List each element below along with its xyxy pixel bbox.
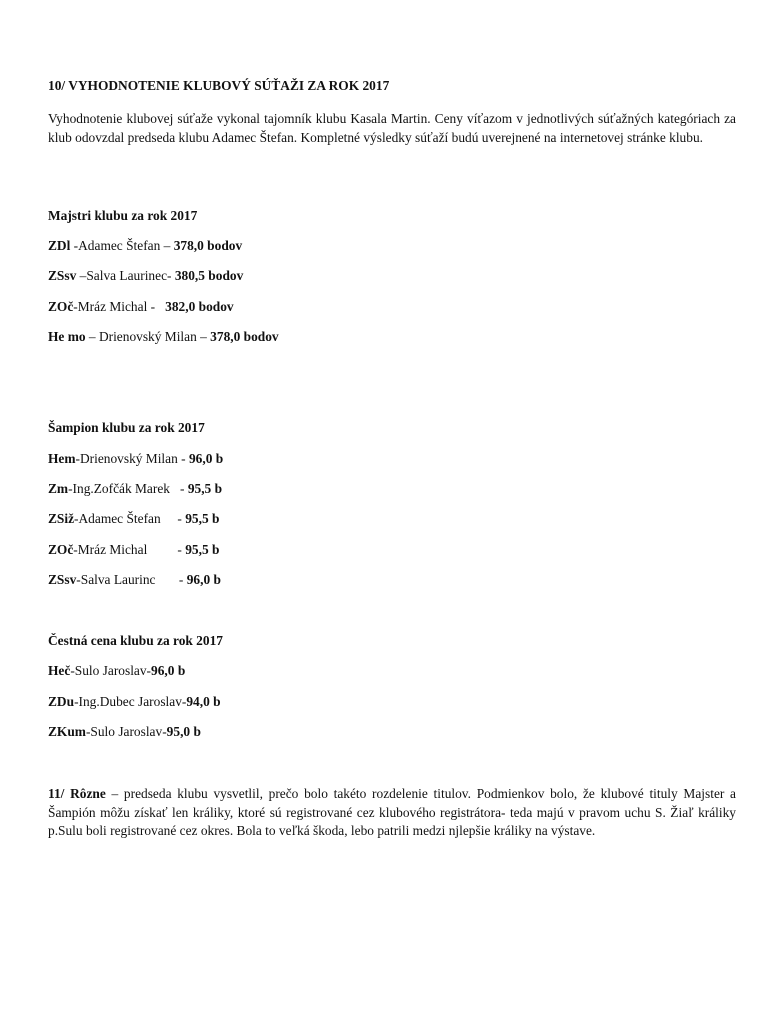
entry-name: -Mráz Michal - xyxy=(73,542,186,557)
entry-name: -Ing.Dubec Jaroslav- xyxy=(74,694,187,709)
entry-code: ZDu xyxy=(48,694,75,709)
entry-name: -Ing.Zofčák Marek - xyxy=(68,481,188,496)
honor-entry xyxy=(48,663,185,679)
masters-entry xyxy=(48,329,279,345)
entry-name: -Drienovský Milan - xyxy=(75,451,189,466)
entry-name: -Sulo Jaroslav- xyxy=(85,724,167,739)
entry-name: -Mráz Michal - xyxy=(73,299,166,314)
entry-code: ZSsv xyxy=(48,572,77,587)
entry-code: ZDl xyxy=(48,238,71,253)
champion-title: Šampion klubu za rok 2017 xyxy=(48,420,205,435)
entry-score: 95,5 b xyxy=(185,511,220,526)
entry-score: 378,0 bodov xyxy=(210,329,279,344)
entry-score: 94,0 b xyxy=(186,694,221,709)
entry-code: Zm xyxy=(48,481,69,496)
entry-score: 96,0 b xyxy=(188,451,224,466)
entry-name: -Sulo Jaroslav- xyxy=(70,663,152,678)
entry-name: –Salva Laurinec- xyxy=(76,268,175,283)
entry-score: 96,0 b xyxy=(186,572,221,587)
section-11-heading: 11/ Rôzne xyxy=(48,786,106,801)
champion-entry xyxy=(48,511,219,527)
entry-code: ZSiž xyxy=(48,511,75,526)
entry-code: ZKum xyxy=(48,724,86,739)
champion-entry xyxy=(48,481,222,497)
champion-entry xyxy=(48,572,221,588)
honor-title: Čestná cena klubu za rok 2017 xyxy=(48,633,223,648)
entry-score: 95,5 b xyxy=(185,542,220,557)
honor-entry xyxy=(48,694,221,710)
masters-title: Majstri klubu za rok 2017 xyxy=(48,208,198,223)
entry-score: 95,0 b xyxy=(166,724,201,739)
entry-name: -Adamec Štefan - xyxy=(74,511,186,526)
entry-name: -Salva Laurinc - xyxy=(76,572,187,587)
entry-name: – Drienovský Milan – xyxy=(85,329,211,344)
section-10-heading: 10/ VYHODNOTENIE KLUBOVÝ SÚŤAŽI ZA ROK 2017 xyxy=(48,78,390,93)
masters-entry xyxy=(48,238,242,254)
entry-code: ZOč xyxy=(48,299,74,314)
section-11-paragraph xyxy=(48,785,736,841)
entry-score: 95,5 b xyxy=(187,481,223,496)
section-11-text: – predseda klubu vysvetlil, prečo bolo takéto rozdelenie titulov. Podmienkov bolo, že klubové tituly Majster a Šampión môžu získať len králiky, ktoré sú registrované cez klubového registrátora- teda majú v pravom uchu S. Žiaľ králiky p.Sulu boli registrované cez okres. Bola to veľká škoda, lebo patrili medzi njlepšie králiky na výstave. xyxy=(48,786,737,839)
entry-code: Heč xyxy=(48,663,71,678)
champion-entry xyxy=(48,451,223,467)
champion-entry xyxy=(48,542,219,558)
entry-score: 382,0 bodov xyxy=(165,299,234,314)
entry-code: He mo xyxy=(48,329,86,344)
honor-entry xyxy=(48,724,201,740)
entry-code: ZSsv xyxy=(48,268,77,283)
entry-score: 378,0 bodov xyxy=(173,238,243,253)
masters-entry xyxy=(48,268,243,284)
entry-code: Hem xyxy=(48,451,76,466)
entry-code: ZOč xyxy=(48,542,74,557)
masters-entry xyxy=(48,299,234,315)
entry-name: -Adamec Štefan – xyxy=(70,238,174,253)
section-10-paragraph: Vyhodnotenie klubovej súťaže vykonal tajomník klubu Kasala Martin. Ceny víťazom v jednotlivých súťažných kategóriach za klub odovzdal predseda klubu Adamec Štefan. Kompletné výsledky súťaží budú uverejnené na internetovej stránke klubu. xyxy=(48,111,736,145)
entry-score: 96,0 b xyxy=(151,663,186,678)
entry-score: 380,5 bodov xyxy=(174,268,244,283)
